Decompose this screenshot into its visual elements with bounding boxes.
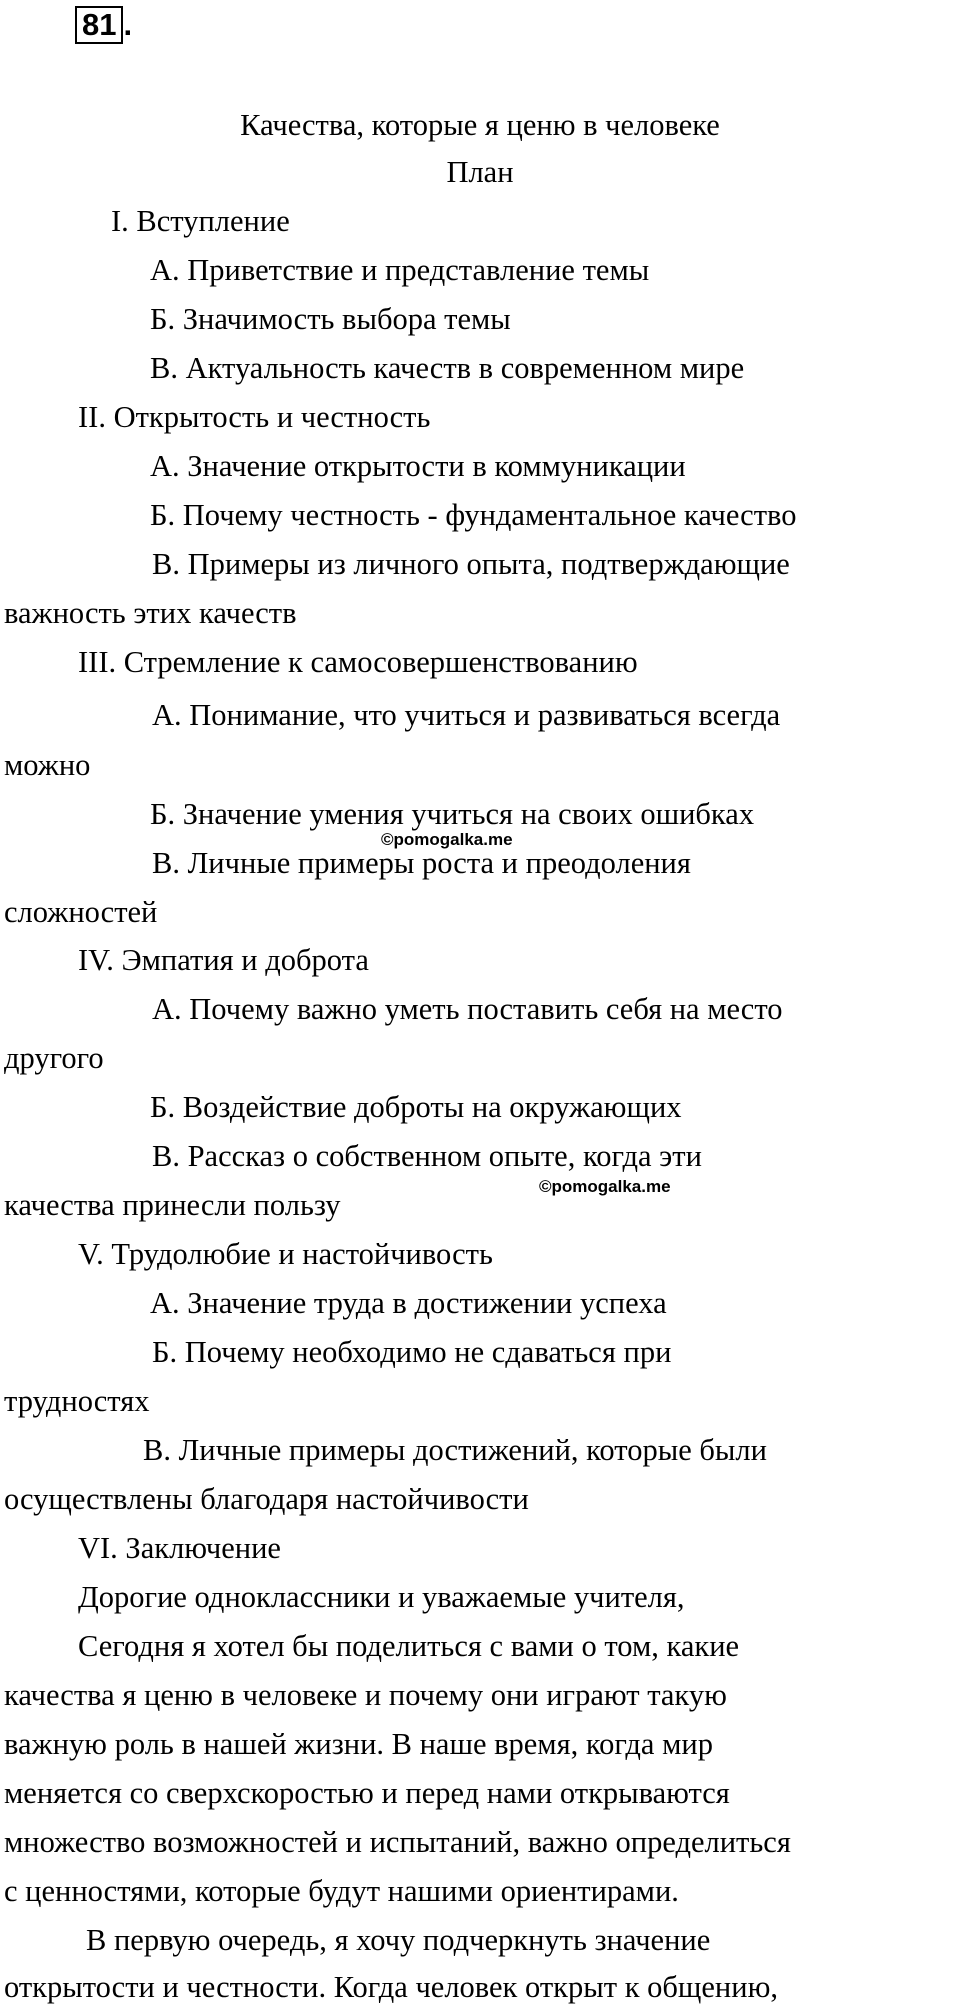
plan-item: А. Значение труда в достижении успеха	[150, 1286, 667, 1320]
essay-line: меняется со сверхскоростью и перед нами открываются	[4, 1776, 730, 1810]
essay-greeting: Дорогие одноклассники и уважаемые учителя,	[78, 1580, 685, 1614]
plan-item: В. Примеры из личного опыта, подтверждающие	[152, 547, 790, 581]
task-number-box: 81	[75, 6, 123, 44]
plan-section-4: IV. Эмпатия и доброта	[78, 943, 369, 977]
plan-item: А. Понимание, что учиться и развиваться всегда	[152, 698, 781, 732]
plan-item: Б. Почему честность - фундаментальное качество	[150, 498, 797, 532]
plan-item-continuation: можно	[4, 748, 91, 782]
plan-item: Б. Значимость выбора темы	[150, 302, 511, 336]
essay-line: важную роль в нашей жизни. В наше время, когда мир	[4, 1727, 713, 1761]
plan-item: Б. Воздействие доброты на окружающих	[150, 1090, 682, 1124]
plan-section-1: I. Вступление	[111, 204, 290, 238]
plan-item: В. Рассказ о собственном опыте, когда эти	[152, 1139, 702, 1173]
essay-line: с ценностями, которые будут нашими ориентирами.	[4, 1874, 679, 1908]
plan-item: В. Актуальность качеств в современном мире	[150, 351, 745, 385]
plan-section-5: V. Трудолюбие и настойчивость	[78, 1237, 493, 1271]
essay-line: множество возможностей и испытаний, важно определиться	[4, 1825, 791, 1859]
plan-item-continuation: трудностях	[4, 1384, 150, 1418]
plan-item: В. Личные примеры роста и преодоления	[152, 846, 691, 880]
plan-item: Б. Значение умения учиться на своих ошибках	[150, 797, 755, 831]
plan-section-6: VI. Заключение	[78, 1531, 281, 1565]
plan-item: Б. Почему необходимо не сдаваться при	[152, 1335, 672, 1369]
plan-item: А. Приветствие и представление темы	[150, 253, 650, 287]
plan-section-2: II. Открытость и честность	[78, 400, 431, 434]
essay-line: открытости и честности. Когда человек открыт к общению,	[4, 1970, 778, 2004]
plan-item-continuation: качества принесли пользу	[4, 1188, 341, 1222]
plan-heading: План	[446, 155, 514, 189]
watermark: ©pomogalka.me	[539, 1177, 671, 1196]
plan-item-continuation: сложностей	[4, 895, 158, 929]
plan-item: А. Значение открытости в коммуникации	[150, 449, 686, 483]
plan-item-continuation: важность этих качеств	[4, 596, 297, 630]
task-number	[75, 6, 132, 44]
essay-title: Качества, которые я ценю в человеке	[240, 108, 720, 142]
task-number-suffix: .	[123, 7, 133, 42]
plan-item-continuation: другого	[4, 1041, 104, 1075]
plan-item: В. Личные примеры достижений, которые были	[143, 1433, 767, 1467]
plan-section-3: III. Стремление к самосовершенствованию	[78, 645, 638, 679]
plan-item-continuation: осуществлены благодаря настойчивости	[4, 1482, 529, 1516]
essay-line: В первую очередь, я хочу подчеркнуть значение	[86, 1923, 711, 1957]
essay-line: качества я ценю в человеке и почему они играют такую	[4, 1678, 727, 1712]
essay-line: Сегодня я хотел бы поделиться с вами о том, какие	[78, 1629, 740, 1663]
watermark: ©pomogalka.me	[381, 830, 513, 849]
plan-item: А. Почему важно уметь поставить себя на место	[152, 992, 783, 1026]
